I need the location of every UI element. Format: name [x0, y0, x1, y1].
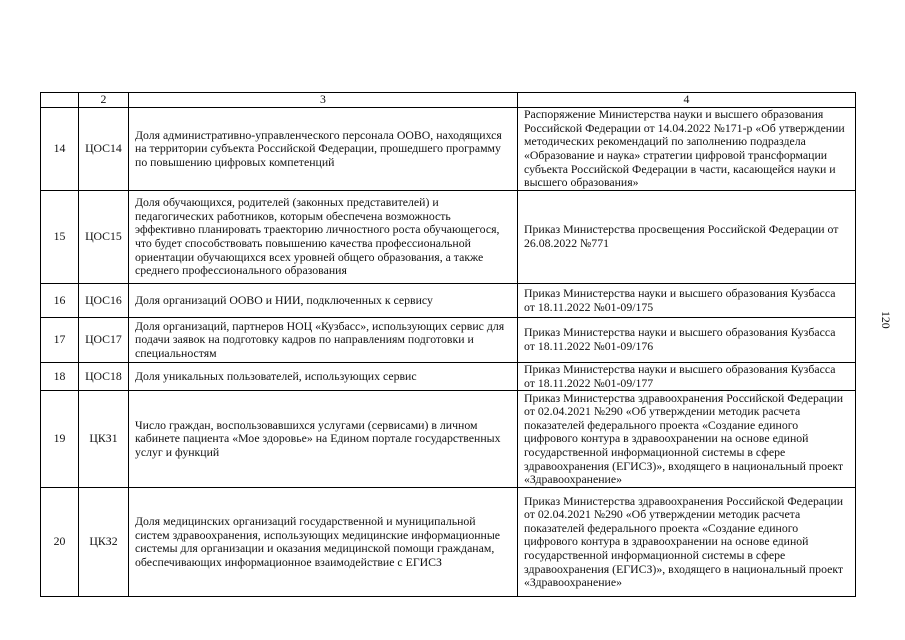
source-line: Приказ Министерства просвещения Российской Федерации от	[524, 222, 839, 237]
indicator-code-cell: ЦОС14	[79, 108, 129, 191]
source-line: здравоохранения (ЕГИСЗ)», входящего в национальный проект	[524, 458, 844, 473]
description-line: по повышению цифровых компетенций	[135, 154, 335, 169]
table-row-17	[41, 318, 856, 363]
row-number-cell: 19	[41, 391, 79, 488]
description-line: услуг и функций	[135, 444, 220, 459]
description-line: Доля организаций, партнеров НОЦ «Кузбасс», использующих сервис для	[135, 318, 505, 333]
source-line: показателей федерального проекта «Создание единого	[524, 417, 799, 432]
source-line: от 18.11.2022 №01-09/177	[524, 375, 654, 390]
row-number-cell: 15	[41, 191, 79, 284]
table-row-18	[41, 363, 856, 391]
description-line: специальностям	[135, 345, 217, 360]
source-line: методических рекомендаций по заполнению подраздела	[524, 134, 806, 149]
description-line: что будет способствовать повышению качества профессиональной	[135, 236, 471, 250]
indicator-description-cell	[129, 284, 518, 318]
source-line: «Образование и наука» стратегии цифровой трансформации	[524, 148, 828, 162]
source-line: Приказ Министерства здравоохранения Российской Федерации	[524, 390, 844, 405]
description-line: Число граждан, воспользовавшихся услугами (сервисами) в личном	[135, 417, 478, 432]
source-line: от 02.04.2021 №290 «Об утверждении методик расчета	[524, 404, 801, 419]
description-line: кабинете пациента «Мое здоровье» на Едином портале государственных	[135, 431, 501, 446]
header-cell-source: 4	[518, 93, 856, 108]
indicators-table	[40, 92, 856, 597]
source-line: показателей федерального проекта «Создание единого	[524, 520, 799, 535]
source-document-cell	[518, 391, 856, 488]
source-line: высшего образования»	[524, 175, 639, 190]
description-line: обеспечивающих информационное взаимодействие с ЕГИСЗ	[135, 554, 442, 569]
description-line: систем здравоохранения, использующих медицинские информационные	[135, 527, 501, 542]
source-line: государственной информационной системы в сфере	[524, 547, 786, 562]
table-row-14	[41, 108, 856, 191]
row-number-cell: 17	[41, 318, 79, 363]
source-line: от 18.11.2022 №01-09/175	[524, 299, 654, 314]
source-line: цифрового контура в здравоохранении на основе единой	[524, 534, 809, 549]
source-document-cell	[518, 108, 856, 191]
description-line: подачи заявок на подготовку кадров по направлениям подготовки и	[135, 332, 474, 347]
row-number-cell: 14	[41, 108, 79, 191]
indicator-description-cell	[129, 488, 518, 597]
header-cell-number	[41, 93, 79, 108]
table-header-row	[41, 93, 856, 108]
row-number-cell: 16	[41, 284, 79, 318]
indicator-code-cell: ЦОС16	[79, 284, 129, 318]
description-line: Доля уникальных пользователей, использующих сервис	[135, 368, 417, 383]
source-line: от 18.11.2022 №01-09/176	[524, 339, 654, 353]
indicator-description-cell	[129, 108, 518, 191]
header-cell-code: 2	[79, 93, 129, 108]
description-line: Доля административно-управленческого персонала ООВО, находящихся	[135, 127, 502, 142]
source-document-cell	[518, 191, 856, 284]
indicator-description-cell	[129, 191, 518, 284]
source-document-cell	[518, 318, 856, 363]
source-document-cell	[518, 363, 856, 391]
table-row-15	[41, 191, 856, 284]
indicator-description-cell	[129, 363, 518, 391]
row-number-cell: 20	[41, 488, 79, 597]
source-line: «Здравоохранение»	[524, 472, 622, 487]
source-line: Приказ Министерства науки и высшего образования Кузбасса	[524, 325, 836, 340]
indicator-code-cell: ЦОС15	[79, 191, 129, 284]
source-line: Приказ Министерства здравоохранения Российской Федерации	[524, 493, 844, 508]
indicator-code-cell: ЦОС17	[79, 318, 129, 363]
table-row-20	[41, 488, 856, 597]
description-line: ориентации обучающихся всех уровней общего образования, а также	[135, 249, 484, 264]
source-document-cell	[518, 284, 856, 318]
description-line: на территории субъекта Российской Федерации, прошедшего программу	[135, 141, 501, 156]
source-line: цифрового контура в здравоохранении на основе единой	[524, 431, 809, 446]
source-line: здравоохранения (ЕГИСЗ)», входящего в национальный проект	[524, 561, 844, 576]
description-line: среднего профессионального образования	[135, 263, 347, 278]
indicator-code-cell: ЦОС18	[79, 363, 129, 391]
source-line: Российской Федерации от 14.04.2022 №171-р «Об утверждении	[524, 120, 845, 135]
table-row-16	[41, 284, 856, 318]
header-cell-description: 3	[129, 93, 518, 108]
source-line: государственной информационной системы в сфере	[524, 444, 786, 459]
source-document-cell	[518, 488, 856, 597]
source-line: Распоряжение Министерства науки и высшего образования	[524, 107, 824, 122]
description-line: Доля обучающихся, родителей (законных представителей) и	[135, 195, 439, 210]
source-line: Приказ Министерства науки и высшего образования Кузбасса	[524, 362, 836, 376]
source-line: субъекта Российской Федерации в части, касающейся науки и	[524, 161, 836, 176]
table-row-19	[41, 391, 856, 488]
source-line: 26.08.2022 №771	[524, 236, 609, 250]
description-line: системы для организации и оказания медицинской помощи гражданам,	[135, 541, 495, 556]
indicator-code-cell: ЦКЗ2	[79, 488, 129, 597]
source-line: от 02.04.2021 №290 «Об утверждении методик расчета	[524, 507, 801, 522]
page-number: 120	[879, 311, 893, 329]
indicator-description-cell	[129, 391, 518, 488]
description-line: педагогических работников, которым обеспечена возможность	[135, 208, 451, 223]
source-line: «Здравоохранение»	[524, 575, 622, 590]
description-line: Доля организаций ООВО и НИИ, подключенных к сервису	[135, 292, 433, 307]
source-line: Приказ Министерства науки и высшего образования Кузбасса	[524, 285, 836, 300]
description-line: Доля медицинских организаций государственной и муниципальной	[135, 514, 476, 528]
indicator-description-cell	[129, 318, 518, 363]
indicator-code-cell: ЦКЗ1	[79, 391, 129, 488]
row-number-cell: 18	[41, 363, 79, 391]
description-line: эффективно планировать траекторию личностного роста обучающегося,	[135, 222, 500, 237]
